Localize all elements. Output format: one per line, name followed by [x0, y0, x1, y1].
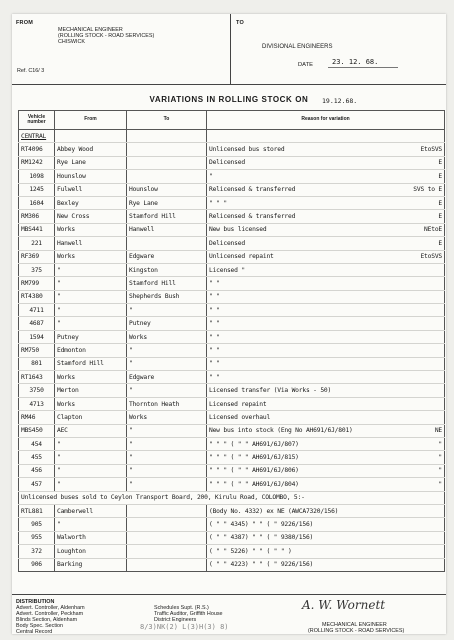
code-cell	[397, 531, 445, 544]
variations-table	[18, 110, 445, 572]
title-text: VARIATIONS IN ROLLING STOCK ON	[149, 95, 309, 104]
from-cell: "	[55, 464, 127, 477]
date-value: 23. 12. 68.	[332, 58, 379, 66]
vehicle-number-cell: 955	[19, 531, 55, 544]
table-row	[19, 531, 445, 544]
code-cell	[397, 330, 445, 343]
to-cell: Kingston	[127, 263, 207, 276]
title-date: 19.12.68.	[322, 97, 358, 105]
vehicle-number-cell: RM306	[19, 210, 55, 223]
reason-cell: (Body No. 4332) ex NE (AWCA7320/156)	[207, 504, 397, 517]
vehicle-number-cell: 906	[19, 558, 55, 571]
reason-cell: New bus into stock (Eng No AH691/6J/801)	[207, 424, 397, 437]
from-line-3: CHISWICK	[58, 39, 85, 45]
table-header-row	[19, 111, 445, 130]
from-cell: Works	[55, 250, 127, 263]
vehicle-number-cell: RT4096	[19, 143, 55, 156]
from-cell: New Cross	[55, 210, 127, 223]
section-note: Unlicensed buses sold to Ceylon Transport Board, 200, Kirulu Road, COLOMBO, 5:-	[19, 491, 445, 504]
from-cell: Abbey Wood	[55, 143, 127, 156]
reason-cell: "	[207, 170, 397, 183]
distribution-label: DISTRIBUTION	[16, 599, 55, 605]
reason-cell: Delicensed	[207, 237, 397, 250]
to-cell	[127, 130, 207, 143]
code-cell: E	[397, 237, 445, 250]
code-cell: E	[397, 170, 445, 183]
table-row	[19, 491, 445, 504]
code-cell	[397, 277, 445, 290]
reason-cell: Relicensed & transferred	[207, 183, 397, 196]
reason-cell: Licensed repaint	[207, 397, 397, 410]
to-cell	[127, 545, 207, 558]
reason-cell: " "	[207, 344, 397, 357]
table-row	[19, 263, 445, 276]
from-cell: "	[55, 304, 127, 317]
table-row	[19, 237, 445, 250]
table-row	[19, 518, 445, 531]
distribution-line-2: Advert. Controller, Peckham	[16, 611, 84, 617]
from-cell: "	[55, 451, 127, 464]
vehicle-number-cell: 3750	[19, 384, 55, 397]
to-cell: Stamford Hill	[127, 277, 207, 290]
vehicle-number-cell: 1098	[19, 170, 55, 183]
reason-cell: Unlicensed bus stored	[207, 143, 397, 156]
from-cell: Merton	[55, 384, 127, 397]
to-cell: Works	[127, 411, 207, 424]
reason-cell	[207, 130, 397, 143]
vehicle-number-cell: 4687	[19, 317, 55, 330]
document-sheet	[12, 14, 446, 634]
code-cell	[397, 371, 445, 384]
signatory-title: MECHANICAL ENGINEER	[322, 622, 387, 628]
header-block	[12, 14, 446, 85]
from-cell: Works	[55, 397, 127, 410]
date-underline	[328, 67, 398, 68]
code-cell	[397, 411, 445, 424]
code-cell	[397, 304, 445, 317]
table-row	[19, 250, 445, 263]
col-header-from: From	[55, 111, 127, 130]
bottom-codes: 8/3)NK(2) L(3)H(3) 8)	[140, 623, 229, 631]
reason-cell: " " " ( " " AH691/6J/807)	[207, 437, 397, 450]
to-cell: "	[127, 424, 207, 437]
reason-cell: ( " " 4387) " " ( " 9380/156)	[207, 531, 397, 544]
code-cell: E	[397, 156, 445, 169]
to-cell: Hounslow	[127, 183, 207, 196]
from-cell: "	[55, 478, 127, 491]
to-cell: Shepherds Bush	[127, 290, 207, 303]
reason-cell: " "	[207, 317, 397, 330]
code-cell: E	[397, 210, 445, 223]
code-cell: SVS to E	[397, 183, 445, 196]
code-cell: "	[397, 478, 445, 491]
to-cell: "	[127, 464, 207, 477]
reason-cell: Delicensed	[207, 156, 397, 169]
from-cell: Hanwell	[55, 237, 127, 250]
table-row	[19, 451, 445, 464]
to-cell	[127, 170, 207, 183]
reason-cell: Licensed "	[207, 263, 397, 276]
table-row	[19, 143, 445, 156]
table-row	[19, 196, 445, 209]
to-cell: "	[127, 304, 207, 317]
to-cell	[127, 504, 207, 517]
to-value: DIVISIONAL ENGINEERS	[262, 44, 333, 50]
from-label: FROM	[16, 20, 33, 26]
code-cell: EtoSVS	[397, 143, 445, 156]
reason-cell: ( " " 5226) " " ( " " )	[207, 545, 397, 558]
vehicle-number-cell: MBS450	[19, 424, 55, 437]
vehicle-number-cell: MBS441	[19, 223, 55, 236]
vehicle-number-cell: 905	[19, 518, 55, 531]
from-cell: Works	[55, 223, 127, 236]
from-cell: AEC	[55, 424, 127, 437]
vehicle-number-cell: 372	[19, 545, 55, 558]
page-title	[12, 95, 446, 104]
vehicle-number-cell: 4711	[19, 304, 55, 317]
to-cell	[127, 531, 207, 544]
code-cell	[397, 344, 445, 357]
from-cell: Loughton	[55, 545, 127, 558]
to-cell: "	[127, 384, 207, 397]
vehicle-number-cell: RM750	[19, 344, 55, 357]
vehicle-number-cell: RM1242	[19, 156, 55, 169]
vehicle-number-cell: 455	[19, 451, 55, 464]
vehicle-number-cell: CENTRAL	[19, 130, 55, 143]
table-row	[19, 504, 445, 517]
table-row	[19, 464, 445, 477]
code-cell	[397, 545, 445, 558]
table-row	[19, 384, 445, 397]
reason-cell: Licensed transfer (Via Works - 50)	[207, 384, 397, 397]
code-cell: "	[397, 464, 445, 477]
table-row	[19, 277, 445, 290]
distribution-line-1: Advert. Controller, Aldenham	[16, 605, 85, 611]
from-cell: Hounslow	[55, 170, 127, 183]
col-header-vehicle: Vehicle number	[19, 111, 55, 130]
reason-cell: " "	[207, 290, 397, 303]
reason-cell: ( " " 4345) " " ( " 9226/156)	[207, 518, 397, 531]
table-row	[19, 371, 445, 384]
table-row	[19, 478, 445, 491]
code-cell	[397, 357, 445, 370]
reason-cell: " "	[207, 371, 397, 384]
vehicle-number-cell: 1594	[19, 330, 55, 343]
from-line-1: MECHANICAL ENGINEER	[58, 27, 123, 33]
table-row	[19, 330, 445, 343]
from-cell: "	[55, 518, 127, 531]
code-cell	[397, 558, 445, 571]
table-row	[19, 411, 445, 424]
table-row	[19, 397, 445, 410]
distribution-line-5: Central Record	[16, 629, 53, 635]
code-cell	[397, 504, 445, 517]
col-header-to: To	[127, 111, 207, 130]
from-cell: Works	[55, 371, 127, 384]
table-row	[19, 304, 445, 317]
from-cell: Stamford Hill	[55, 357, 127, 370]
vehicle-number-cell: 1245	[19, 183, 55, 196]
vehicle-number-cell: 1604	[19, 196, 55, 209]
to-cell	[127, 143, 207, 156]
from-cell: Barking	[55, 558, 127, 571]
from-cell: Clapton	[55, 411, 127, 424]
table-row	[19, 357, 445, 370]
code-cell	[397, 263, 445, 276]
from-cell: "	[55, 277, 127, 290]
table-row	[19, 344, 445, 357]
to-cell: Stamford Hill	[127, 210, 207, 223]
vehicle-number-cell: RTL881	[19, 504, 55, 517]
code-cell: E	[397, 196, 445, 209]
reason-cell: Unlicensed repaint	[207, 250, 397, 263]
from-cell: Putney	[55, 330, 127, 343]
to-cell: Thornton Heath	[127, 397, 207, 410]
to-cell: Edgware	[127, 371, 207, 384]
table-row	[19, 170, 445, 183]
code-cell	[397, 290, 445, 303]
from-cell: Edmonton	[55, 344, 127, 357]
from-line-2: (ROLLING STOCK - ROAD SERVICES)	[58, 33, 155, 39]
from-cell: Walworth	[55, 531, 127, 544]
from-cell: Bexley	[55, 196, 127, 209]
reason-cell: " "	[207, 330, 397, 343]
reason-cell: ( " " 4223) " " ( " 9226/156)	[207, 558, 397, 571]
header-divider	[230, 14, 231, 84]
code-cell: "	[397, 451, 445, 464]
from-cell: Rye Lane	[55, 156, 127, 169]
to-cell: "	[127, 437, 207, 450]
to-cell: Putney	[127, 317, 207, 330]
table-row	[19, 130, 445, 143]
to-label: TO	[236, 20, 244, 26]
from-cell: "	[55, 290, 127, 303]
to-cell	[127, 156, 207, 169]
reason-cell: New bus licensed	[207, 223, 397, 236]
from-cell: Fulwell	[55, 183, 127, 196]
from-cell: "	[55, 317, 127, 330]
reason-cell: " " " ( " " AH691/6J/804)	[207, 478, 397, 491]
code-cell: "	[397, 437, 445, 450]
vehicle-number-cell: RF369	[19, 250, 55, 263]
handwritten-signature: A. W. Wornett	[302, 598, 386, 612]
date-label: DATE	[298, 62, 314, 68]
table-row	[19, 545, 445, 558]
vehicle-number-cell: 457	[19, 478, 55, 491]
distribution-line-7: Traffic Auditor, Griffith House	[154, 611, 223, 617]
to-cell: Rye Lane	[127, 196, 207, 209]
vehicle-number-cell: RT1643	[19, 371, 55, 384]
code-cell	[397, 130, 445, 143]
code-cell: NEtoE	[397, 223, 445, 236]
reason-cell: Relicensed & transferred	[207, 210, 397, 223]
distribution-line-4: Body Spec. Section	[16, 623, 64, 629]
code-cell: EtoSVS	[397, 250, 445, 263]
reason-cell: " " "	[207, 196, 397, 209]
to-cell: Edgware	[127, 250, 207, 263]
reason-cell: " "	[207, 357, 397, 370]
table-row	[19, 317, 445, 330]
from-cell	[55, 130, 127, 143]
table-row	[19, 558, 445, 571]
code-cell	[397, 518, 445, 531]
vehicle-number-cell: 456	[19, 464, 55, 477]
table-row	[19, 223, 445, 236]
to-cell: "	[127, 451, 207, 464]
vehicle-number-cell: 454	[19, 437, 55, 450]
table-row	[19, 290, 445, 303]
from-cell: "	[55, 263, 127, 276]
from-cell: Camberwell	[55, 504, 127, 517]
reference-number: Ref. C16/ 3	[17, 68, 45, 74]
to-cell	[127, 518, 207, 531]
reason-cell: Licensed overhaul	[207, 411, 397, 424]
to-cell: Works	[127, 330, 207, 343]
to-cell	[127, 558, 207, 571]
reason-cell: " "	[207, 304, 397, 317]
table-row	[19, 424, 445, 437]
vehicle-number-cell: 801	[19, 357, 55, 370]
vehicle-number-cell: 221	[19, 237, 55, 250]
to-cell: Hanwell	[127, 223, 207, 236]
table-row	[19, 156, 445, 169]
to-cell	[127, 237, 207, 250]
reason-cell: " "	[207, 277, 397, 290]
to-cell: "	[127, 357, 207, 370]
col-header-reason: Reason for variation	[207, 111, 445, 130]
from-cell: "	[55, 437, 127, 450]
code-cell	[397, 384, 445, 397]
distribution-line-6: Schedules Supt. (R.S.)	[154, 605, 209, 611]
to-cell: "	[127, 344, 207, 357]
to-cell: "	[127, 478, 207, 491]
vehicle-number-cell: RM799	[19, 277, 55, 290]
reason-cell: " " " ( " " AH691/6J/806)	[207, 464, 397, 477]
signatory-department: (ROLLING STOCK - ROAD SERVICES)	[308, 628, 405, 634]
distribution-line-3: Blinds Section, Aldenham	[16, 617, 78, 623]
reason-cell: " " " ( " " AH691/6J/815)	[207, 451, 397, 464]
table-row	[19, 183, 445, 196]
code-cell: NE	[397, 424, 445, 437]
distribution-line-8: District Engineers	[154, 617, 197, 623]
code-cell	[397, 397, 445, 410]
code-cell	[397, 317, 445, 330]
table-row	[19, 437, 445, 450]
vehicle-number-cell: 375	[19, 263, 55, 276]
vehicle-number-cell: 4713	[19, 397, 55, 410]
vehicle-number-cell: RM46	[19, 411, 55, 424]
table-row	[19, 210, 445, 223]
vehicle-number-cell: RT4380	[19, 290, 55, 303]
